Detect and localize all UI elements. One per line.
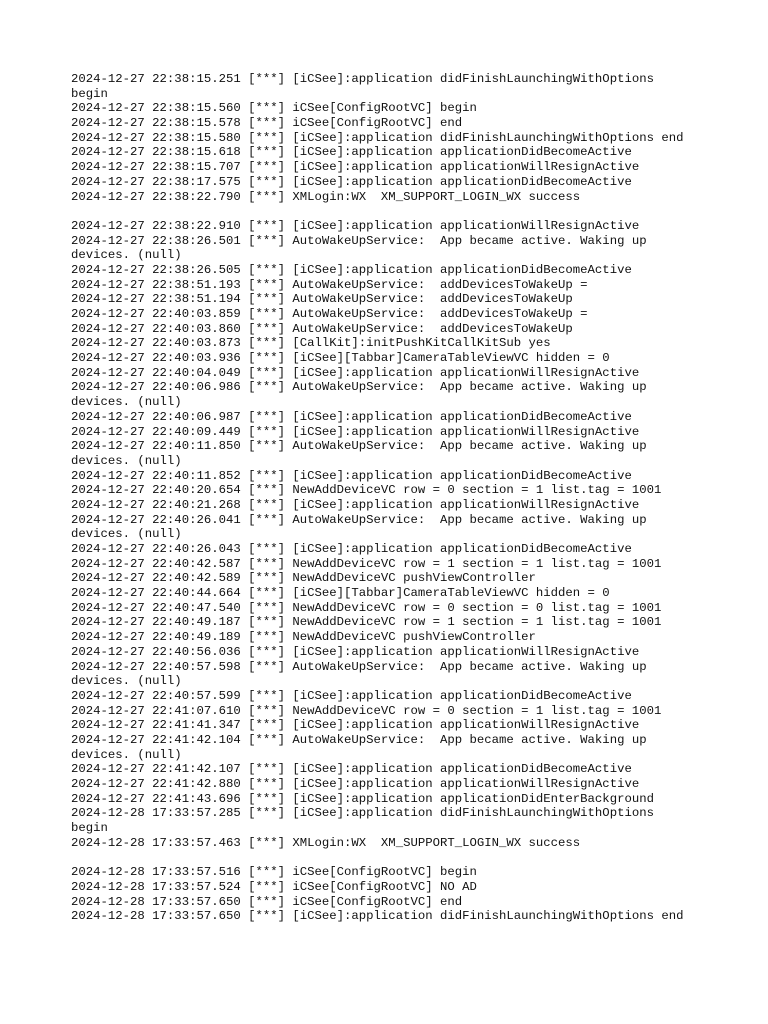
log-line: 2024-12-27 22:40:09.449 [***] [iCSee]:application applicationWillResignActive <box>71 424 640 439</box>
log-line: 2024-12-27 22:38:22.790 [***] XMLogin:WX XM_SUPPORT_LOGIN_WX success <box>71 189 581 204</box>
log-line: 2024-12-27 22:38:26.505 [***] [iCSee]:application applicationDidBecomeActive <box>71 262 632 277</box>
log-line: 2024-12-27 22:41:42.104 [***] AutoWakeUpService: App became active. Waking up <box>71 732 647 747</box>
log-line: 2024-12-28 17:33:57.463 [***] XMLogin:WX XM_SUPPORT_LOGIN_WX success <box>71 835 581 850</box>
log-line: devices. (null) <box>71 674 182 689</box>
log-line: 2024-12-27 22:38:22.910 [***] [iCSee]:application applicationWillResignActive <box>71 218 640 233</box>
log-line: 2024-12-27 22:38:15.560 [***] iCSee[ConfigRootVC] begin <box>71 101 477 116</box>
log-line: 2024-12-27 22:40:04.049 [***] [iCSee]:application applicationWillResignActive <box>71 365 640 380</box>
log-line: devices. (null) <box>71 747 182 762</box>
log-line: 2024-12-27 22:41:42.880 [***] [iCSee]:application applicationWillResignActive <box>71 777 640 791</box>
log-line: begin <box>71 821 108 836</box>
log-line: 2024-12-27 22:40:49.187 [***] NewAddDeviceVC row = 1 section = 1 list.tag = 1001 <box>71 615 662 630</box>
log-line: 2024-12-27 22:40:26.043 [***] [iCSee]:application applicationDidBecomeActive <box>71 542 632 556</box>
log-line: 2024-12-28 17:33:57.524 [***] iCSee[ConfigRootVC] NO AD <box>71 879 477 894</box>
log-line: 2024-12-28 17:33:57.650 [***] [iCSee]:application didFinishLaunchingWithOptions end <box>71 909 684 924</box>
log-line: 2024-12-27 22:38:26.501 [***] AutoWakeUpService: App became active. Waking up <box>71 233 647 248</box>
log-line: 2024-12-27 22:41:41.347 [***] [iCSee]:application applicationWillResignActive <box>71 718 640 733</box>
log-line: 2024-12-27 22:41:42.107 [***] [iCSee]:application applicationDidBecomeActive <box>71 762 632 777</box>
log-line: 2024-12-27 22:38:51.193 [***] AutoWakeUpService: addDevicesToWakeUp = <box>71 277 588 292</box>
log-line: 2024-12-27 22:38:15.578 [***] iCSee[ConfigRootVC] end <box>71 116 463 131</box>
log-line: 2024-12-27 22:40:42.589 [***] NewAddDeviceVC pushViewController <box>71 571 536 586</box>
log-line: devices. (null) <box>71 248 182 263</box>
log-line: 2024-12-27 22:40:21.268 [***] [iCSee]:application applicationWillResignActive <box>71 497 640 512</box>
log-line: 2024-12-27 22:41:07.610 [***] NewAddDeviceVC row = 0 section = 1 list.tag = 1001 <box>71 703 662 718</box>
log-line: 2024-12-28 17:33:57.516 [***] iCSee[ConfigRootVC] begin <box>71 865 477 880</box>
log-line: 2024-12-27 22:40:57.598 [***] AutoWakeUpService: App became active. Waking up <box>71 659 647 674</box>
log-line: 2024-12-27 22:40:42.587 [***] NewAddDeviceVC row = 1 section = 1 list.tag = 1001 <box>71 556 662 571</box>
log-line: devices. (null) <box>71 527 182 542</box>
log-line: 2024-12-27 22:38:15.707 [***] [iCSee]:application applicationWillResignActive <box>71 160 640 175</box>
log-line: 2024-12-27 22:40:03.860 [***] AutoWakeUpService: addDevicesToWakeUp <box>71 321 573 336</box>
log-line: devices. (null) <box>71 453 182 468</box>
log-line: 2024-12-27 22:38:17.575 [***] [iCSee]:application applicationDidBecomeActive <box>71 174 632 189</box>
log-line: 2024-12-27 22:40:47.540 [***] NewAddDeviceVC row = 0 section = 0 list.tag = 1001 <box>71 600 662 615</box>
log-line: 2024-12-27 22:40:03.936 [***] [iCSee][Tabbar]CameraTableViewVC hidden = 0 <box>71 351 610 366</box>
log-line: devices. (null) <box>71 395 182 410</box>
log-line: 2024-12-27 22:40:06.987 [***] [iCSee]:application applicationDidBecomeActive <box>71 409 632 424</box>
log-line: 2024-12-27 22:40:56.036 [***] [iCSee]:application applicationWillResignActive <box>71 644 640 659</box>
log-line: 2024-12-28 17:33:57.650 [***] iCSee[ConfigRootVC] end <box>71 894 463 909</box>
log-line: 2024-12-27 22:40:03.873 [***] [CallKit]:initPushKitCallKitSub yes <box>71 336 551 351</box>
log-line: 2024-12-27 22:40:49.189 [***] NewAddDeviceVC pushViewController <box>71 630 536 645</box>
log-line: 2024-12-27 22:40:26.041 [***] AutoWakeUpService: App became active. Waking up <box>71 512 647 527</box>
log-line: begin <box>71 86 108 101</box>
log-line: 2024-12-27 22:38:15.618 [***] [iCSee]:application applicationDidBecomeActive <box>71 145 632 160</box>
blank-line <box>71 850 761 865</box>
log-line: 2024-12-27 22:40:11.852 [***] [iCSee]:application applicationDidBecomeActive <box>71 468 632 483</box>
log-line: 2024-12-27 22:40:44.664 [***] [iCSee][Tabbar]CameraTableViewVC hidden = 0 <box>71 586 610 601</box>
log-line: 2024-12-27 22:38:15.251 [***] [iCSee]:application didFinishLaunchingWithOptions <box>71 72 654 86</box>
log-line: 2024-12-27 22:41:43.696 [***] [iCSee]:application applicationDidEnterBackground <box>71 791 654 806</box>
log-line: 2024-12-28 17:33:57.285 [***] [iCSee]:application didFinishLaunchingWithOptions <box>71 806 654 821</box>
blank-line <box>71 204 761 219</box>
log-line: 2024-12-27 22:40:03.859 [***] AutoWakeUpService: addDevicesToWakeUp = <box>71 307 588 321</box>
log-line: 2024-12-27 22:40:06.986 [***] AutoWakeUpService: App became active. Waking up <box>71 380 647 395</box>
log-line: 2024-12-27 22:40:20.654 [***] NewAddDeviceVC row = 0 section = 1 list.tag = 1001 <box>71 483 662 498</box>
log-line: 2024-12-27 22:40:57.599 [***] [iCSee]:application applicationDidBecomeActive <box>71 688 632 703</box>
log-line: 2024-12-27 22:38:15.580 [***] [iCSee]:application didFinishLaunchingWithOptions end <box>71 130 684 145</box>
log-line: 2024-12-27 22:40:11.850 [***] AutoWakeUpService: App became active. Waking up <box>71 439 647 454</box>
log-document <box>71 72 761 924</box>
log-line: 2024-12-27 22:38:51.194 [***] AutoWakeUpService: addDevicesToWakeUp <box>71 292 573 307</box>
